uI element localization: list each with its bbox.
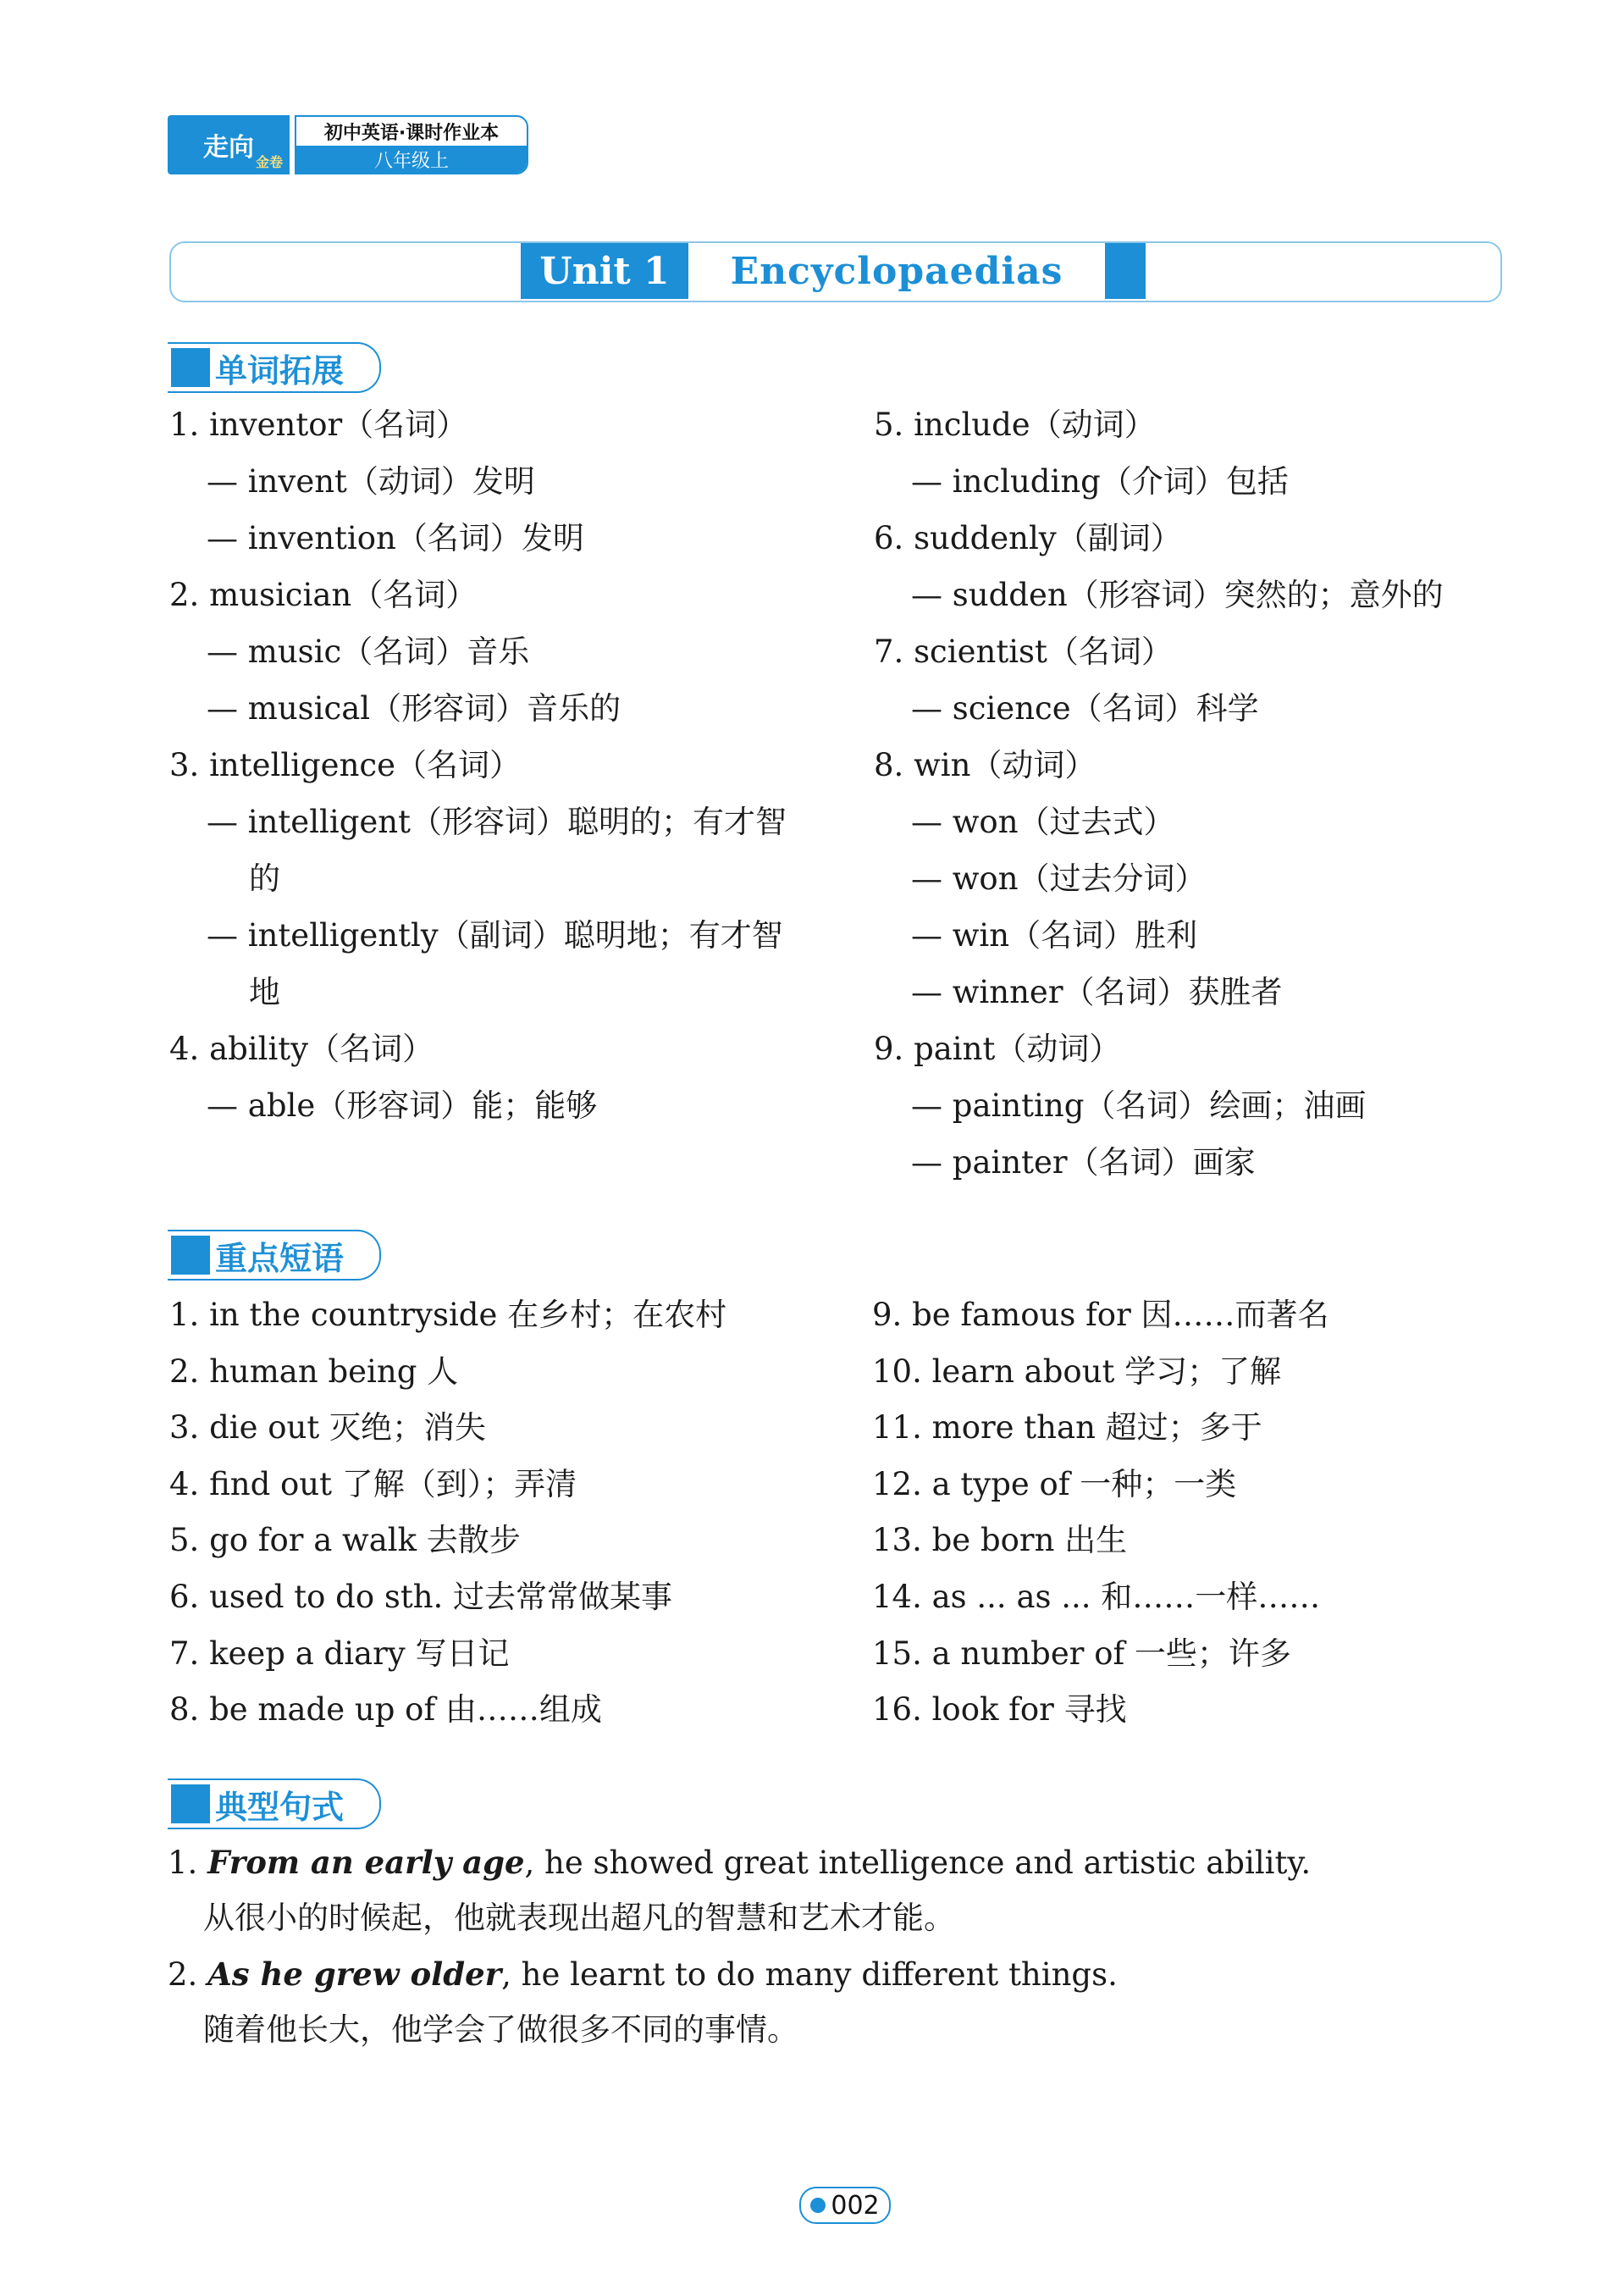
section-square-icon — [171, 1784, 210, 1823]
phrase-item: 11. more than 超过；多于 — [872, 1409, 1262, 1447]
vocab-headword: 1. inventor（名词） — [169, 407, 468, 443]
phrase-item: 8. be made up of 由……组成 — [169, 1691, 602, 1729]
vocab-derivative: — musical（形容词）音乐的 — [207, 690, 621, 727]
logo-text: 走向 — [203, 133, 254, 163]
page-number — [799, 2187, 891, 2224]
section-square-icon — [171, 348, 210, 387]
grade-label: 八年级上 — [296, 146, 527, 173]
section-header-vocab — [168, 342, 381, 393]
vocab-derivative: 地 — [249, 974, 280, 1010]
sentence-rest: , he showed great intelligence and artistic ability. — [524, 1845, 1312, 1881]
sentence-chinese: 从很小的时候起，他就表现出超凡的智慧和艺术才能。 — [203, 1900, 955, 1936]
series-title: 初中英语·课时作业本 — [323, 122, 500, 144]
unit-number: Unit 1 — [521, 243, 688, 299]
sentence-number: 1. — [168, 1845, 208, 1881]
vocab-derivative: — invention（名词）发明 — [207, 520, 584, 556]
unit-title: Encyclopaedias — [688, 243, 1105, 299]
vocab-headword: 4. ability（名词） — [169, 1031, 434, 1067]
publisher-logo — [168, 115, 290, 174]
phrase-item: 5. go for a walk 去散步 — [169, 1522, 521, 1559]
phrase-item: 13. be born 出生 — [872, 1522, 1128, 1559]
sentence-highlight: As he grew older — [207, 1955, 502, 1993]
vocab-derivative: — won（过去分词） — [911, 860, 1207, 897]
vocab-derivative: 的 — [249, 860, 280, 897]
sentence-highlight: From an early age — [207, 1844, 525, 1881]
phrase-item: 16. look for 寻找 — [872, 1691, 1127, 1729]
sentence-english — [168, 1834, 1311, 1890]
vocab-derivative: — intelligent（形容词）聪明的；有才智 — [207, 804, 787, 840]
phrase-item: 1. in the countryside 在乡村；在农村 — [169, 1297, 727, 1333]
vocab-derivative: — painting（名词）绘画；油画 — [911, 1087, 1367, 1124]
vocab-headword: 7. scientist（名词） — [874, 633, 1173, 670]
vocab-derivative: — painter（名词）画家 — [911, 1144, 1256, 1181]
phrase-item: 14. as ... as ... 和……一样…… — [872, 1578, 1321, 1615]
vocab-column-left — [169, 396, 787, 1134]
vocab-headword: 2. musician（名词） — [169, 577, 478, 613]
phrase-item: 15. a number of 一些；许多 — [872, 1635, 1291, 1672]
vocab-derivative: — science（名词）科学 — [911, 690, 1259, 727]
section-label: 单词拓展 — [215, 351, 345, 390]
section-square-icon — [171, 1236, 210, 1275]
vocab-derivative: — intelligently（副词）聪明地；有才智 — [207, 917, 783, 954]
phrase-list-right — [872, 1287, 1329, 1739]
phrase-item: 9. be famous for 因……而著名 — [872, 1297, 1329, 1333]
phrase-item: 10. learn about 学习；了解 — [872, 1352, 1282, 1390]
vocab-derivative: — including（介词）包括 — [911, 463, 1289, 500]
series-label — [295, 115, 528, 174]
vocab-headword: 3. intelligence（名词） — [169, 747, 522, 783]
section-label: 重点短语 — [215, 1239, 345, 1277]
phrase-item: 12. a type of 一种；一类 — [872, 1465, 1237, 1502]
vocab-headword: 5. include（动词） — [874, 407, 1156, 443]
page-number-text: 002 — [831, 2190, 880, 2221]
vocab-derivative: — sudden（形容词）突然的；意外的 — [911, 577, 1444, 613]
section-label: 典型句式 — [215, 1788, 345, 1826]
phrase-list-left — [169, 1287, 726, 1739]
page-dot-icon — [810, 2198, 826, 2213]
sentence-rest: , he learnt to do many different things. — [501, 1956, 1118, 1993]
brand-header — [168, 115, 528, 174]
vocab-headword: 9. paint（动词） — [874, 1031, 1121, 1067]
vocab-derivative: — won（过去式） — [911, 804, 1175, 840]
section-header-sentences — [168, 1778, 381, 1829]
vocab-headword: 6. suddenly（副词） — [874, 520, 1182, 556]
sentence-english — [168, 1946, 1311, 2002]
unit-banner-accent — [1105, 243, 1146, 299]
phrase-item: 3. die out 灭绝；消失 — [169, 1409, 486, 1447]
vocab-derivative: — invent（动词）发明 — [207, 463, 535, 500]
vocab-column-right — [874, 396, 1444, 1191]
sentence-number: 2. — [168, 1956, 208, 1993]
phrase-item: 6. used to do sth. 过去常常做某事 — [169, 1578, 673, 1615]
vocab-derivative: — able（形容词）能；能够 — [207, 1087, 598, 1124]
sentence-list — [168, 1834, 1311, 2058]
vocab-derivative: — music（名词）音乐 — [207, 633, 530, 670]
sentence-chinese: 随着他长大，他学会了做很多不同的事情。 — [203, 2011, 798, 2048]
section-header-phrases — [168, 1230, 381, 1281]
vocab-derivative: — winner（名词）获胜者 — [911, 974, 1283, 1010]
phrase-item: 4. find out 了解（到）；弄清 — [169, 1465, 577, 1502]
logo-subtext: 金卷 — [255, 154, 283, 170]
vocab-headword: 8. win（动词） — [874, 747, 1096, 783]
phrase-item: 7. keep a diary 写日记 — [169, 1635, 510, 1672]
vocab-derivative: — win（名词）胜利 — [911, 917, 1198, 954]
phrase-item: 2. human being 人 — [169, 1352, 459, 1390]
